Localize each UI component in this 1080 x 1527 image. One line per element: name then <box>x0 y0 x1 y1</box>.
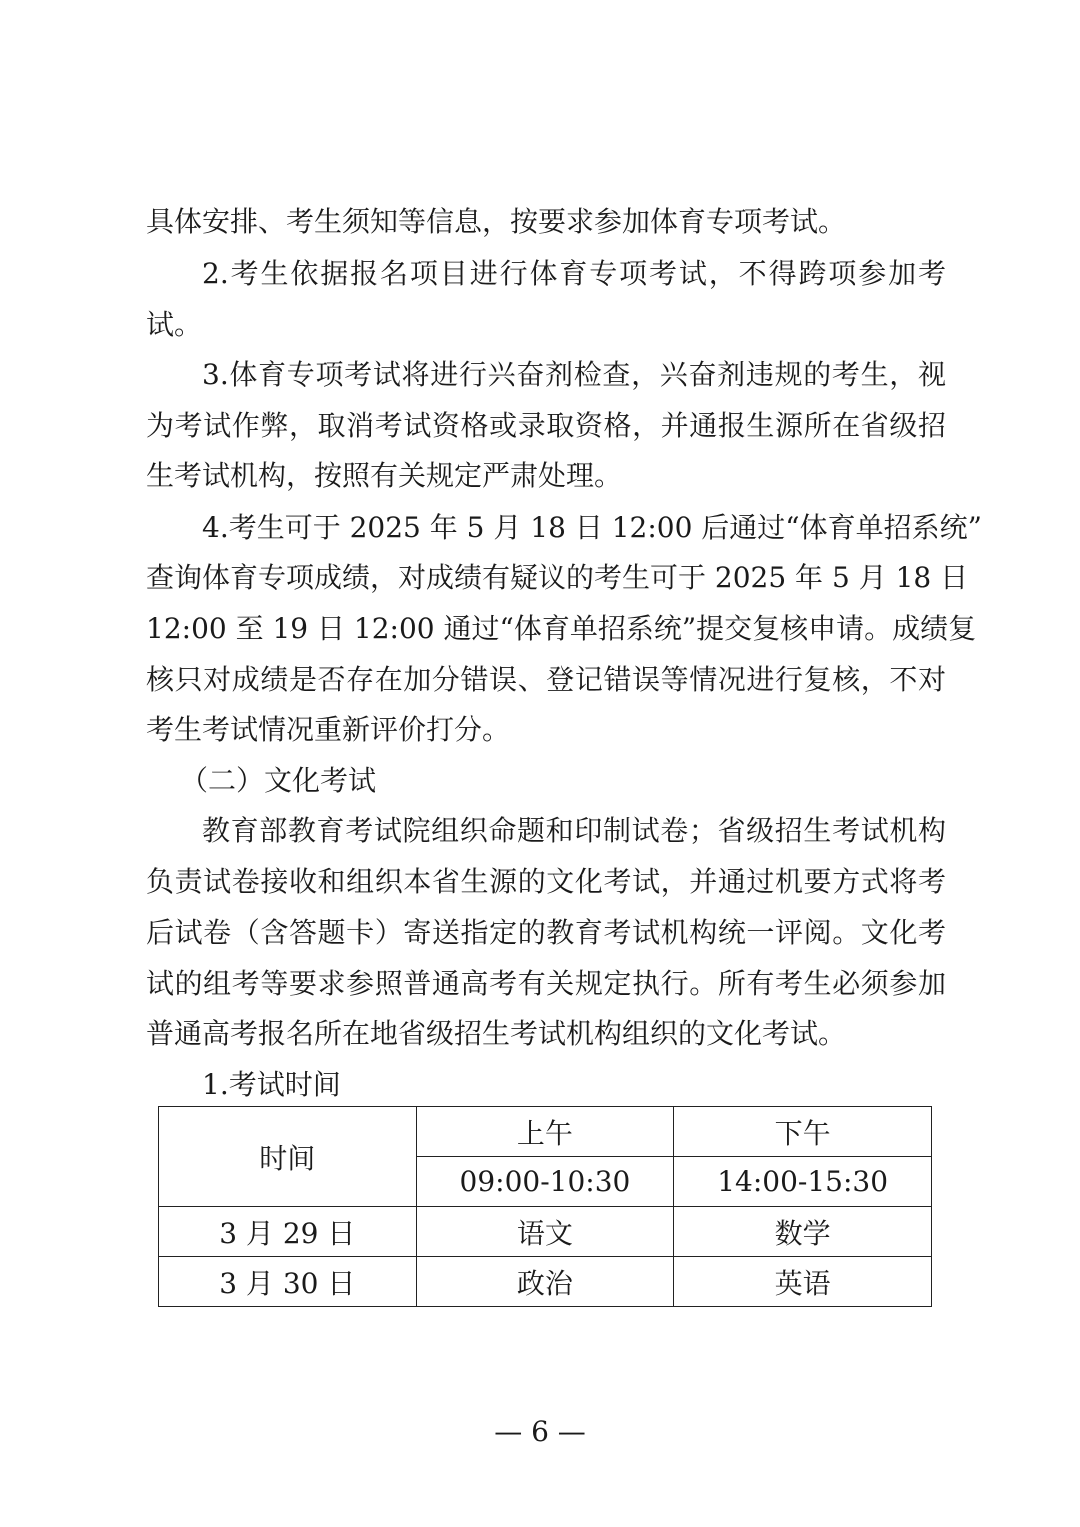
culture-paragraph-line-2: 负责试卷接收和组织本省生源的文化考试，并通过机要方式将考 <box>146 865 946 898</box>
header-afternoon-cell: 下午 <box>674 1107 932 1157</box>
table-header-row <box>159 1107 932 1157</box>
header-time-cell: 时间 <box>159 1107 417 1207</box>
paragraph-2-line-2: 试。 <box>146 308 203 341</box>
paragraph-4-line-5: 考生考试情况重新评价打分。 <box>146 713 511 746</box>
culture-paragraph-line-1: 教育部教育考试院组织命题和印制试卷；省级招生考试机构 <box>202 814 946 847</box>
paragraph-4-line-3: 12:00 至 19 日 12:00 通过“体育单招系统”提交复核申请。成绩复 <box>146 612 977 645</box>
paragraph-4-line-1: 4.考生可于 2025 年 5 月 18 日 12:00 后通过“体育单招系统” <box>202 511 982 544</box>
paragraph-4-line-4: 核只对成绩是否存在加分错误、登记错误等情况进行复核，不对 <box>146 663 946 696</box>
paragraph-2-line-1: 2.考生依据报名项目进行体育专项考试，不得跨项参加考 <box>202 257 946 290</box>
morning-time-cell: 09:00-10:30 <box>416 1157 674 1207</box>
exam-time-heading: 1.考试时间 <box>202 1068 341 1101</box>
table-row <box>159 1207 932 1257</box>
morning-subject-cell: 语文 <box>416 1207 674 1257</box>
afternoon-subject-cell: 英语 <box>674 1257 932 1307</box>
afternoon-time-cell: 14:00-15:30 <box>674 1157 932 1207</box>
paragraph-3-line-2: 为考试作弊，取消考试资格或录取资格，并通报生源所在省级招 <box>146 409 946 442</box>
paragraph-4-line-2: 查询体育专项成绩，对成绩有疑议的考生可于 2025 年 5 月 18 日 <box>146 561 969 594</box>
date-cell: 3 月 29 日 <box>159 1207 417 1257</box>
section-heading: （二）文化考试 <box>180 764 377 797</box>
date-cell: 3 月 30 日 <box>159 1257 417 1307</box>
paragraph-3-line-1: 3.体育专项考试将进行兴奋剂检查，兴奋剂违规的考生，视 <box>202 358 946 391</box>
morning-subject-cell: 政治 <box>416 1257 674 1307</box>
culture-paragraph-line-3: 后试卷（含答题卡）寄送指定的教育考试机构统一评阅。文化考 <box>146 916 946 949</box>
page-number: — 6 — <box>494 1415 586 1448</box>
culture-paragraph-line-4: 试的组考等要求参照普通高考有关规定执行。所有考生必须参加 <box>146 967 946 1000</box>
header-morning-cell: 上午 <box>416 1107 674 1157</box>
paragraph-3-line-3: 生考试机构，按照有关规定严肃处理。 <box>146 459 623 492</box>
paragraph-1-line-1: 具体安排、考生须知等信息，按要求参加体育专项考试。 <box>146 205 847 238</box>
table-row <box>159 1257 932 1307</box>
afternoon-subject-cell: 数学 <box>674 1207 932 1257</box>
culture-paragraph-line-5: 普通高考报名所在地省级招生考试机构组织的文化考试。 <box>146 1017 847 1050</box>
exam-schedule-table <box>158 1106 932 1307</box>
